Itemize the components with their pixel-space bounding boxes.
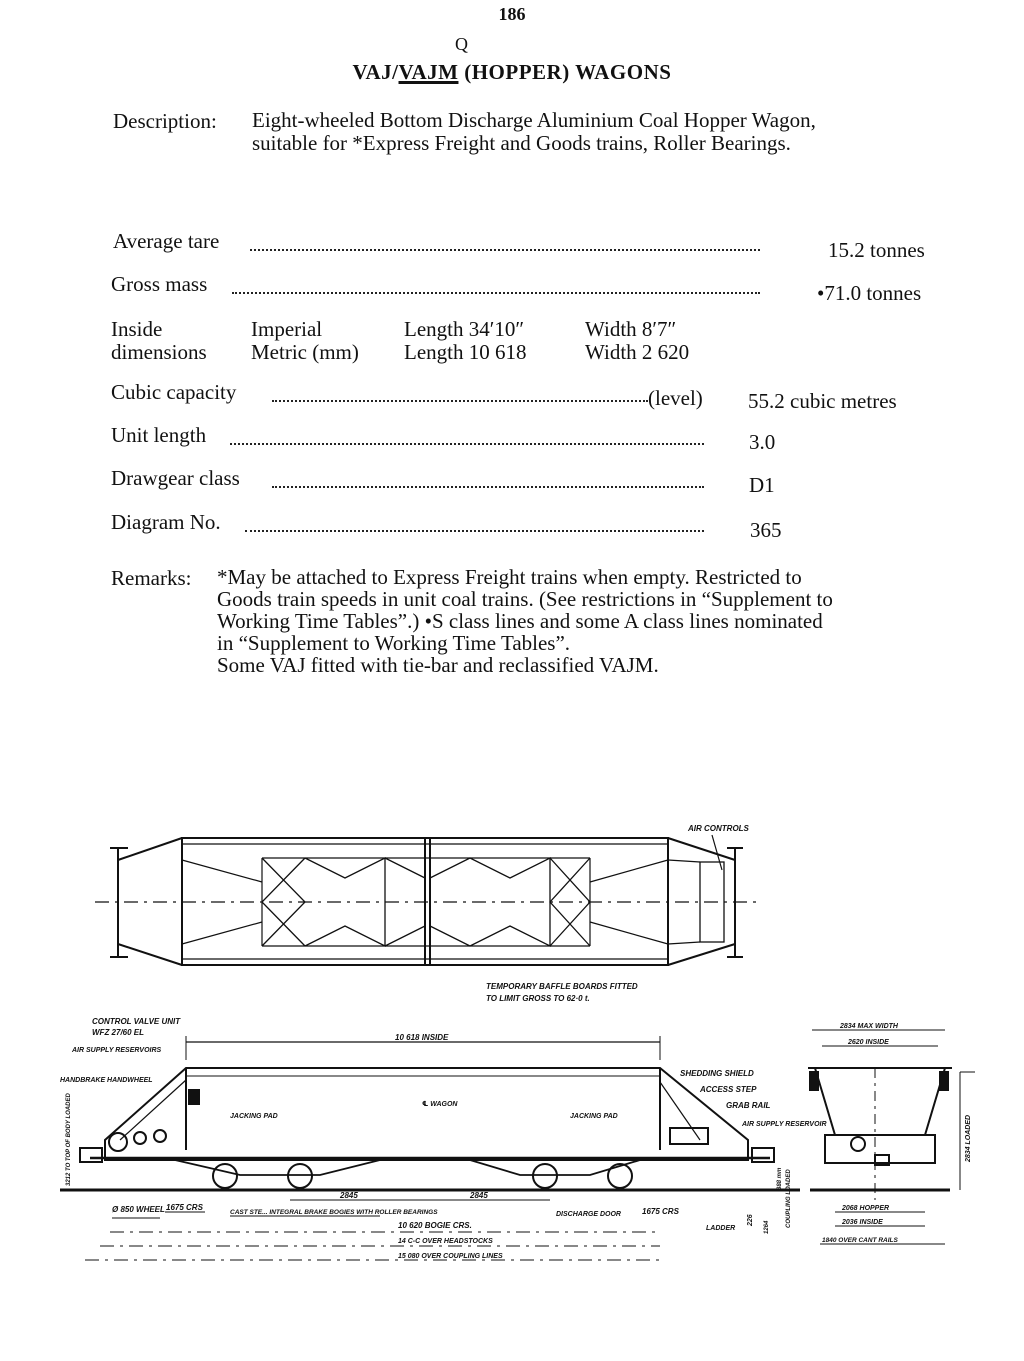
control-valve-label-2: WFZ 27/60 EL xyxy=(92,1028,145,1037)
title-suffix: (HOPPER) WAGONS xyxy=(458,60,672,84)
title-struck-text: VAJM xyxy=(398,60,459,84)
inside-10618-label: 10 618 INSIDE xyxy=(395,1033,449,1042)
over-coupling-label: 15 080 OVER COUPLING LINES xyxy=(398,1253,503,1260)
average-tare-label: Average tare xyxy=(113,229,220,253)
cubic-capacity-value: 55.2 cubic metres xyxy=(748,389,897,413)
remarks-line: in “Supplement to Working Time Tables”. xyxy=(217,631,571,655)
air-supply-reservoirs-label: AIR SUPPLY RESERVOIRS xyxy=(72,1047,162,1054)
remarks-label: Remarks: xyxy=(111,566,192,590)
gross-mass-label: Gross mass xyxy=(111,272,208,296)
gross-mass-value: •71.0 tonnes xyxy=(817,281,922,305)
imperial-width: Width 8′7″ xyxy=(585,317,677,341)
inside-label-line2: dimensions xyxy=(111,340,207,364)
drawgear-class-label: Drawgear class xyxy=(111,466,240,490)
remarks-line: Working Time Tables”.) •S class lines and some A class lines nominated xyxy=(217,609,823,633)
dim-1264: 1264 xyxy=(764,1220,770,1234)
coupling-height-label: COUPLING LOADED xyxy=(786,1169,792,1228)
bogie-centres-label: 10 620 BOGIE CRS. xyxy=(398,1221,472,1230)
control-valve-label-1: CONTROL VALVE UNIT xyxy=(92,1017,181,1026)
end-elevation xyxy=(808,1030,975,1244)
dim-388: 388 mm xyxy=(777,1167,783,1190)
baffle-note-line1: TEMPORARY BAFFLE BOARDS FITTED xyxy=(486,982,638,991)
air-controls-label: AIR CONTROLS xyxy=(688,824,749,833)
dim-1675-right: 1675 CRS xyxy=(642,1207,679,1216)
plan-view xyxy=(95,824,760,965)
dim-2845-b: 2845 xyxy=(470,1191,488,1200)
title-prefix: VAJ/ xyxy=(352,60,399,84)
rail-gauge-label: 1840 OVER CANT RAILS xyxy=(822,1237,898,1244)
grab-rail-label: GRAB RAIL xyxy=(726,1101,771,1110)
height-loaded-label: 2834 LOADED xyxy=(965,1114,972,1162)
imperial-label: Imperial xyxy=(251,317,323,341)
over-headstocks-label: 14 C-C OVER HEADSTOCKS xyxy=(398,1238,493,1245)
hopper-width-label: 2068 HOPPER xyxy=(842,1205,890,1212)
imperial-length: Length 34′10″ xyxy=(404,317,525,341)
discharge-door-label: DISCHARGE DOOR xyxy=(556,1211,621,1218)
ladder-label: LADDER xyxy=(706,1225,736,1232)
cubic-capacity-qualifier: (level) xyxy=(648,386,703,410)
metric-length: Length 10 618 xyxy=(404,340,527,364)
access-step-label: ACCESS STEP xyxy=(700,1085,757,1094)
diagram-no-value: 365 xyxy=(750,518,782,542)
page-number: 186 xyxy=(498,4,526,24)
rail-to-top-label: 3212 TO TOP OF BODY LOADED xyxy=(66,1093,72,1186)
title-handwritten-insert: Q xyxy=(455,34,469,54)
cubic-capacity-label: Cubic capacity xyxy=(111,380,237,404)
wagon-centreline-label: ℄ WAGON xyxy=(422,1101,458,1108)
air-supply-reservoir-right-label: AIR SUPPLY RESERVOIR xyxy=(742,1121,827,1128)
width-inside-label: 2620 INSIDE xyxy=(848,1039,889,1046)
jacking-pad-right-label: JACKING PAD xyxy=(570,1113,618,1120)
max-width-label: 2834 MAX WIDTH xyxy=(840,1023,898,1030)
dim-226: 226 xyxy=(747,1214,754,1226)
remarks-line: *May be attached to Express Freight trains when empty. Restricted to xyxy=(217,565,802,589)
drawgear-class-value: D1 xyxy=(749,473,775,497)
inside-label-line1: Inside xyxy=(111,317,163,341)
description-line-1: Eight-wheeled Bottom Discharge Aluminium Coal Hopper Wagon, xyxy=(252,108,816,132)
baffle-note-line2: TO LIMIT GROSS TO 62·0 t. xyxy=(486,994,590,1003)
dim-1675-left: 1675 CRS xyxy=(166,1203,203,1212)
description-line-2: suitable for *Express Freight and Goods trains, Roller Bearings. xyxy=(252,131,791,155)
width-2036-label: 2036 INSIDE xyxy=(842,1219,883,1226)
description-label: Description: xyxy=(113,109,217,133)
remarks-line: Some VAJ fitted with tie-bar and reclassified VAJM. xyxy=(217,653,659,677)
shedding-shield-label: SHEDDING SHIELD xyxy=(680,1069,754,1078)
side-elevation xyxy=(60,1036,800,1190)
cast-steel-bogie-label: CAST STE... INTEGRAL BRAKE BOGIES WITH ROLLER BEARINGS xyxy=(230,1209,438,1216)
diagram-no-label: Diagram No. xyxy=(111,510,221,534)
unit-length-value: 3.0 xyxy=(749,430,776,454)
dim-2845-a: 2845 xyxy=(340,1191,358,1200)
jacking-pad-left-label: JACKING PAD xyxy=(230,1113,278,1120)
metric-width: Width 2 620 xyxy=(585,340,690,364)
metric-label: Metric (mm) xyxy=(251,340,359,364)
average-tare-value: 15.2 tonnes xyxy=(828,238,925,262)
remarks-line: Goods train speeds in unit coal trains. (See restrictions in “Supplement to xyxy=(217,587,833,611)
wheel-diameter-label: Ø 850 WHEEL xyxy=(112,1205,165,1214)
handbrake-label: HANDBRAKE HANDWHEEL xyxy=(60,1077,153,1084)
unit-length-label: Unit length xyxy=(111,423,207,447)
